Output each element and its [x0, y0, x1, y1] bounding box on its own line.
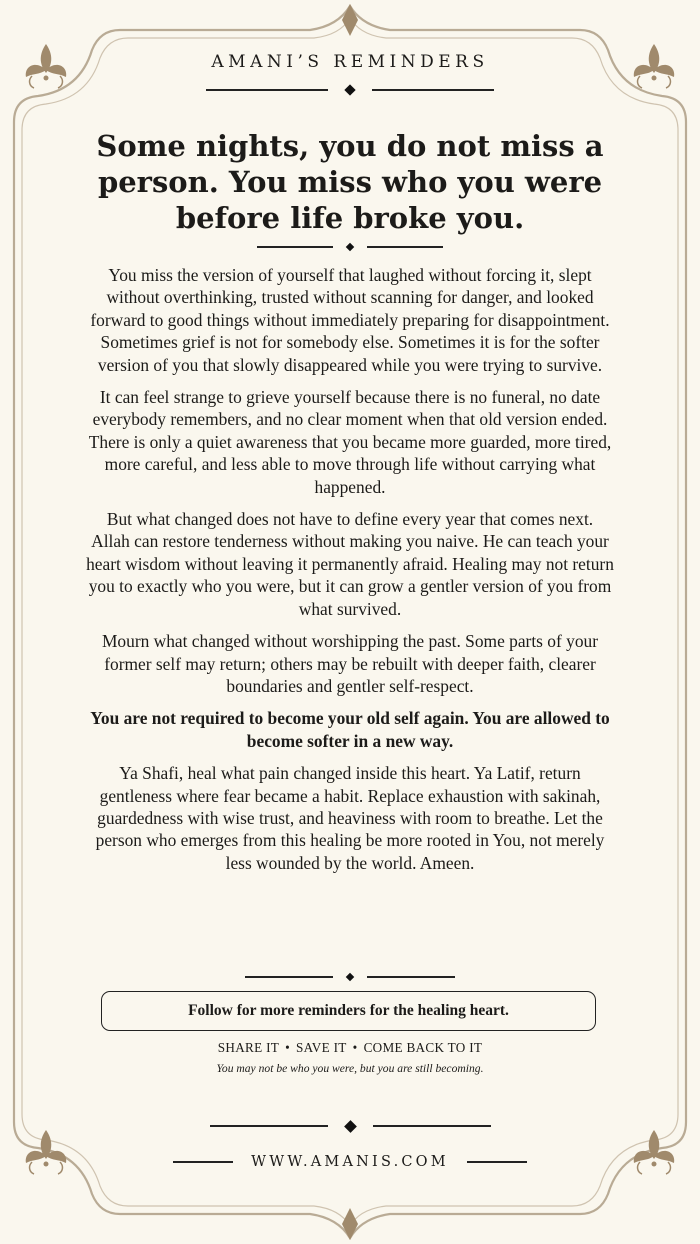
body-paragraph: You miss the version of yourself that laughed without forcing it, slept without overthinking, trusted without scanning for danger, and looked forward to good things without immediately preparing for disappointment. Sometimes grief is not for somebody else. Sometimes it is for the softer version of you that slowly disappeared while you were trying to survive. — [90, 265, 610, 375]
website-link[interactable]: WWW.AMANIS.COM — [251, 1154, 449, 1170]
body-paragraph: Mourn what changed without worshipping the past. Some parts of your former self may return; others may be rebuilt with deeper faith, clearer boundaries and gentler self-respect. — [101, 631, 599, 696]
body-paragraph: But what changed does not have to define every year that comes next. Allah can restore tenderness without making you naive. He can teach your heart wisdom without leaving it permanently afraid. Healing may not return you to exactly who you were, but it can grow a gentler version of you from what survived. — [86, 509, 614, 619]
headline-divider — [0, 240, 700, 254]
footer-divider — [0, 1119, 700, 1133]
diamond-icon — [346, 973, 354, 981]
separator: • — [352, 1040, 358, 1055]
header-title: AMANI’S REMINDERS — [211, 52, 489, 72]
bottom-ornament-icon — [342, 1208, 358, 1240]
diamond-icon — [346, 243, 354, 251]
body-paragraph: It can feel strange to grieve yourself because there is no funeral, no date everybody remembers, and no clear moment when that old version ended. There is only a quiet awareness that you became more guarded, more tired, more careful, and less able to move through life without carrying what happened. — [88, 387, 612, 497]
dua-paragraph: Ya Shafi, heal what pain changed inside this heart. Ya Latif, return gentleness where fear became a habit. Replace exhaustion with sakinah, guardedness with wise trust, and heaviness with room to breathe. Let the person who emerges from this healing be more rooted in You, not merely less wounded by the world. Ameen. — [95, 763, 605, 873]
diamond-icon — [344, 1120, 357, 1133]
come-back-link[interactable]: COME BACK TO IT — [363, 1040, 483, 1055]
follow-button[interactable]: Follow for more reminders for the healing heart. — [101, 991, 596, 1031]
separator: • — [285, 1040, 291, 1055]
share-link[interactable]: SHARE IT — [217, 1040, 280, 1055]
header-divider — [0, 83, 700, 97]
tagline: You may not be who you were, but you are still becoming. — [216, 1062, 484, 1075]
save-link[interactable]: SAVE IT — [296, 1040, 347, 1055]
top-ornament-icon — [342, 4, 358, 36]
website-footer — [0, 1153, 700, 1171]
action-links — [0, 1040, 700, 1056]
headline: Some nights, you do not miss a person. You miss who you were before life broke you. — [96, 129, 604, 235]
reminder-body — [86, 264, 614, 884]
diamond-icon — [344, 84, 355, 95]
emphasis-paragraph: You are not required to become your old self again. You are allowed to become softer in a new way. — [90, 708, 610, 751]
body-divider — [0, 970, 700, 984]
